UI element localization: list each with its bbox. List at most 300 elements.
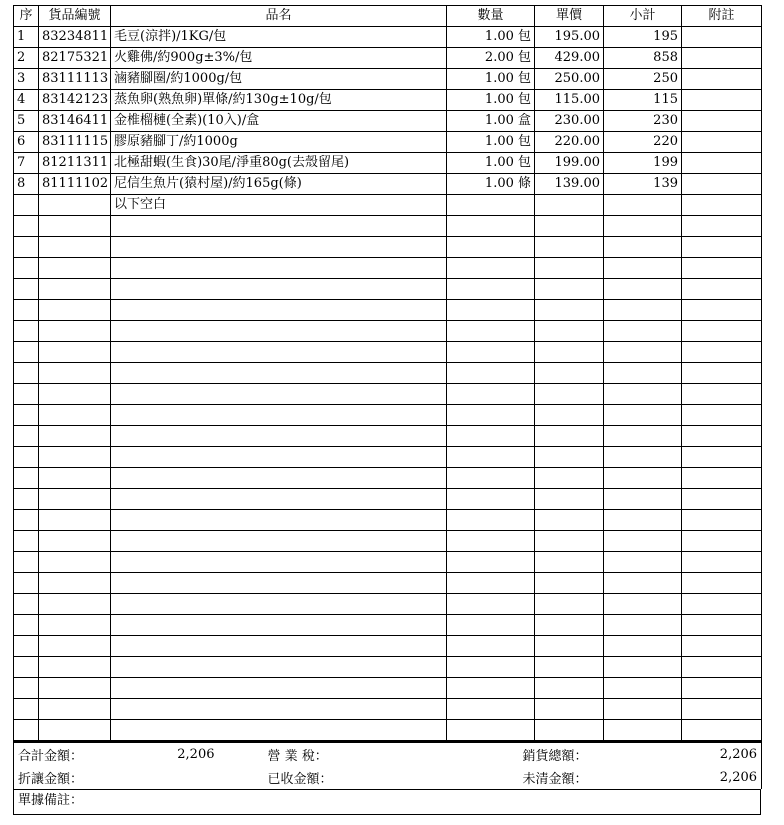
item-subtotal [604,720,682,741]
item-seq [14,405,39,426]
item-price: 115.00 [535,90,604,111]
item-name [111,720,447,741]
item-subtotal [604,426,682,447]
table-row [14,468,762,489]
item-subtotal [604,300,682,321]
item-seq [14,468,39,489]
item-code [39,531,111,552]
header-subtotal: 小計 [604,6,682,27]
item-price: 199.00 [535,153,604,174]
item-seq: 6 [14,132,39,153]
item-qty [447,342,535,363]
item-name: 蒸魚卵(熟魚卵)單條/約130g±10g/包 [111,90,447,111]
item-price [535,468,604,489]
item-subtotal [604,384,682,405]
item-seq [14,237,39,258]
table-row [14,48,762,69]
header-qty: 數量 [447,6,535,27]
item-name: 以下空白 [111,195,447,216]
item-name [111,594,447,615]
outstanding-label: 未清金額： [522,772,588,787]
item-note [682,405,762,426]
item-price [535,489,604,510]
header-code: 貨品編號 [39,6,111,27]
item-code [39,216,111,237]
item-code [39,258,111,279]
table-row [14,573,762,594]
item-qty: 1.00 包 [447,69,535,90]
item-price [535,510,604,531]
item-subtotal [604,216,682,237]
header-name: 品名 [111,6,447,27]
item-price [535,531,604,552]
item-code [39,510,111,531]
item-code: 83111115 [39,132,111,153]
item-price: 220.00 [535,132,604,153]
item-code [39,426,111,447]
item-subtotal [604,594,682,615]
item-qty [447,552,535,573]
item-subtotal [604,195,682,216]
item-seq [14,720,39,741]
item-note [682,552,762,573]
table-row [14,657,762,678]
item-subtotal [604,699,682,720]
item-subtotal [604,468,682,489]
item-subtotal [604,363,682,384]
item-qty: 2.00 包 [447,48,535,69]
item-note [682,258,762,279]
item-subtotal [604,636,682,657]
item-code [39,300,111,321]
item-code [39,447,111,468]
item-note [682,678,762,699]
received-label: 已收金額： [267,772,333,787]
item-price [535,699,604,720]
table-row [14,552,762,573]
item-note [682,174,762,195]
item-code [39,636,111,657]
item-subtotal: 195 [604,27,682,48]
discount-value [114,766,219,789]
summary-row-1 [14,742,762,766]
item-price: 195.00 [535,27,604,48]
item-name: 毛豆(涼拌)/1KG/包 [111,27,447,48]
table-row [14,426,762,447]
item-subtotal: 199 [604,153,682,174]
item-name [111,258,447,279]
item-price [535,447,604,468]
item-name [111,531,447,552]
table-row [14,342,762,363]
remarks-label: 單據備註： [18,793,84,808]
table-row [14,174,762,195]
item-seq [14,678,39,699]
item-seq [14,363,39,384]
item-seq: 3 [14,69,39,90]
item-name: 膠原豬腳丁/約1000g [111,132,447,153]
item-note [682,27,762,48]
item-name [111,699,447,720]
item-code [39,363,111,384]
item-qty: 1.00 包 [447,153,535,174]
item-note [682,363,762,384]
item-subtotal: 220 [604,132,682,153]
table-row [14,405,762,426]
item-subtotal [604,657,682,678]
item-price [535,216,604,237]
item-note [682,237,762,258]
item-note [682,636,762,657]
item-name [111,552,447,573]
summary-table [13,741,762,789]
item-note [682,279,762,300]
item-price [535,720,604,741]
item-name [111,300,447,321]
item-price [535,594,604,615]
item-note [682,720,762,741]
item-code [39,615,111,636]
item-code: 81211311 [39,153,111,174]
item-name [111,447,447,468]
item-note [682,342,762,363]
item-seq [14,636,39,657]
total-label: 合計金額： [18,749,84,764]
item-name [111,363,447,384]
item-name: 尼信生魚片(猿村屋)/約165g(條) [111,174,447,195]
item-subtotal [604,258,682,279]
header-seq: 序 [14,6,39,27]
item-subtotal [604,510,682,531]
item-seq: 2 [14,48,39,69]
item-note [682,132,762,153]
item-qty: 1.00 包 [447,90,535,111]
item-qty [447,363,535,384]
item-subtotal [604,615,682,636]
item-name [111,678,447,699]
item-note [682,153,762,174]
item-code [39,195,111,216]
invoice-sheet [13,5,761,815]
sales-total-value: 2,206 [719,747,758,762]
table-row [14,447,762,468]
table-row [14,132,762,153]
tax-value [359,742,519,766]
item-qty [447,321,535,342]
item-qty [447,699,535,720]
table-row [14,258,762,279]
item-name [111,384,447,405]
item-qty [447,573,535,594]
item-seq [14,552,39,573]
item-subtotal: 139 [604,174,682,195]
item-code [39,552,111,573]
table-row [14,300,762,321]
item-qty [447,720,535,741]
item-seq [14,447,39,468]
item-name [111,489,447,510]
table-row [14,237,762,258]
item-note [682,384,762,405]
item-name [111,657,447,678]
items-table [13,5,762,741]
header-price: 單價 [535,6,604,27]
table-row [14,720,762,741]
item-code [39,405,111,426]
tax-label: 營 業 稅： [267,749,328,764]
item-seq [14,195,39,216]
item-subtotal [604,237,682,258]
item-note [682,510,762,531]
item-qty [447,237,535,258]
item-price [535,405,604,426]
item-code [39,237,111,258]
item-qty [447,636,535,657]
table-row [14,636,762,657]
item-qty: 1.00 包 [447,132,535,153]
item-seq [14,300,39,321]
item-price [535,426,604,447]
item-note [682,216,762,237]
item-subtotal [604,552,682,573]
item-qty [447,594,535,615]
item-seq: 4 [14,90,39,111]
item-qty [447,489,535,510]
item-qty [447,447,535,468]
item-price [535,279,604,300]
item-price: 230.00 [535,111,604,132]
table-row [14,489,762,510]
item-price [535,258,604,279]
item-qty [447,531,535,552]
item-subtotal [604,531,682,552]
item-qty [447,426,535,447]
item-seq [14,594,39,615]
item-price [535,342,604,363]
item-name [111,615,447,636]
item-code [39,720,111,741]
item-seq [14,531,39,552]
remarks-row [13,789,761,815]
table-row [14,321,762,342]
item-name [111,342,447,363]
item-code [39,699,111,720]
item-price [535,363,604,384]
table-row [14,279,762,300]
item-code: 81111102 [39,174,111,195]
table-row [14,195,762,216]
item-code [39,342,111,363]
item-code: 83146411 [39,111,111,132]
table-row [14,111,762,132]
item-subtotal: 230 [604,111,682,132]
item-qty [447,510,535,531]
item-note [682,573,762,594]
sales-total-label: 銷貨總額： [522,749,588,764]
item-qty [447,279,535,300]
item-note [682,657,762,678]
item-qty [447,405,535,426]
item-qty [447,195,535,216]
item-name: 滷豬腳圈/約1000g/包 [111,69,447,90]
item-note [682,594,762,615]
item-subtotal: 250 [604,69,682,90]
item-subtotal [604,405,682,426]
item-note [682,321,762,342]
item-code [39,573,111,594]
item-seq [14,510,39,531]
item-price [535,237,604,258]
item-note [682,489,762,510]
item-name [111,426,447,447]
item-qty: 1.00 包 [447,27,535,48]
item-qty: 1.00 盒 [447,111,535,132]
item-price [535,321,604,342]
item-price: 250.00 [535,69,604,90]
item-note [682,90,762,111]
table-row [14,699,762,720]
table-row [14,678,762,699]
item-qty [447,468,535,489]
table-row [14,384,762,405]
item-price [535,657,604,678]
item-code [39,321,111,342]
item-subtotal [604,342,682,363]
item-subtotal [604,447,682,468]
item-name [111,216,447,237]
item-price [535,615,604,636]
item-price [535,636,604,657]
outstanding-value: 2,206 [719,770,758,785]
item-qty [447,384,535,405]
item-name [111,405,447,426]
table-row [14,363,762,384]
table-row [14,531,762,552]
table-row [14,216,762,237]
item-code: 83142123 [39,90,111,111]
item-qty [447,678,535,699]
item-seq: 5 [14,111,39,132]
item-note [682,615,762,636]
header-note: 附註 [682,6,762,27]
item-note [682,300,762,321]
item-name [111,468,447,489]
item-price: 429.00 [535,48,604,69]
received-value [359,766,519,789]
item-subtotal: 115 [604,90,682,111]
item-qty [447,657,535,678]
table-row [14,153,762,174]
item-subtotal [604,678,682,699]
table-header-row [14,6,762,27]
item-seq: 8 [14,174,39,195]
item-price: 139.00 [535,174,604,195]
item-code: 82175321 [39,48,111,69]
item-seq [14,489,39,510]
table-row [14,510,762,531]
item-price [535,300,604,321]
item-note [682,699,762,720]
item-seq [14,279,39,300]
item-code [39,594,111,615]
item-note [682,468,762,489]
item-qty [447,615,535,636]
item-note [682,195,762,216]
item-name [111,573,447,594]
item-code [39,279,111,300]
total-value: 2,206 [177,747,215,762]
item-price [535,552,604,573]
item-seq: 7 [14,153,39,174]
item-note [682,111,762,132]
item-qty [447,258,535,279]
item-qty: 1.00 條 [447,174,535,195]
item-note [682,531,762,552]
item-qty [447,216,535,237]
item-code [39,468,111,489]
item-seq [14,321,39,342]
table-row [14,615,762,636]
item-price [535,678,604,699]
item-code: 83234811 [39,27,111,48]
item-seq [14,342,39,363]
item-code [39,657,111,678]
summary-row-2 [14,766,762,789]
item-price [535,573,604,594]
item-subtotal: 858 [604,48,682,69]
item-note [682,426,762,447]
items-body [14,27,762,741]
item-name [111,237,447,258]
table-row [14,594,762,615]
item-price [535,195,604,216]
item-subtotal [604,489,682,510]
item-name: 金椎榴槤(全素)(10入)/盒 [111,111,447,132]
item-seq [14,384,39,405]
item-name [111,279,447,300]
item-seq [14,426,39,447]
item-name [111,510,447,531]
item-note [682,69,762,90]
item-seq: 1 [14,27,39,48]
item-code [39,489,111,510]
item-subtotal [604,321,682,342]
item-seq [14,615,39,636]
item-name: 火雞佛/約900g±3%/包 [111,48,447,69]
item-name [111,636,447,657]
table-row [14,69,762,90]
item-seq [14,657,39,678]
item-note [682,447,762,468]
item-code [39,384,111,405]
item-subtotal [604,573,682,594]
discount-label: 折讓金額： [18,772,84,787]
item-seq [14,699,39,720]
item-seq [14,216,39,237]
item-code [39,678,111,699]
item-note [682,48,762,69]
table-row [14,27,762,48]
item-price [535,384,604,405]
item-name: 北極甜蝦(生食)30尾/淨重80g(去殼留尾) [111,153,447,174]
item-name [111,321,447,342]
item-seq [14,573,39,594]
item-seq [14,258,39,279]
item-qty [447,300,535,321]
item-subtotal [604,279,682,300]
item-code: 83111113 [39,69,111,90]
table-row [14,90,762,111]
